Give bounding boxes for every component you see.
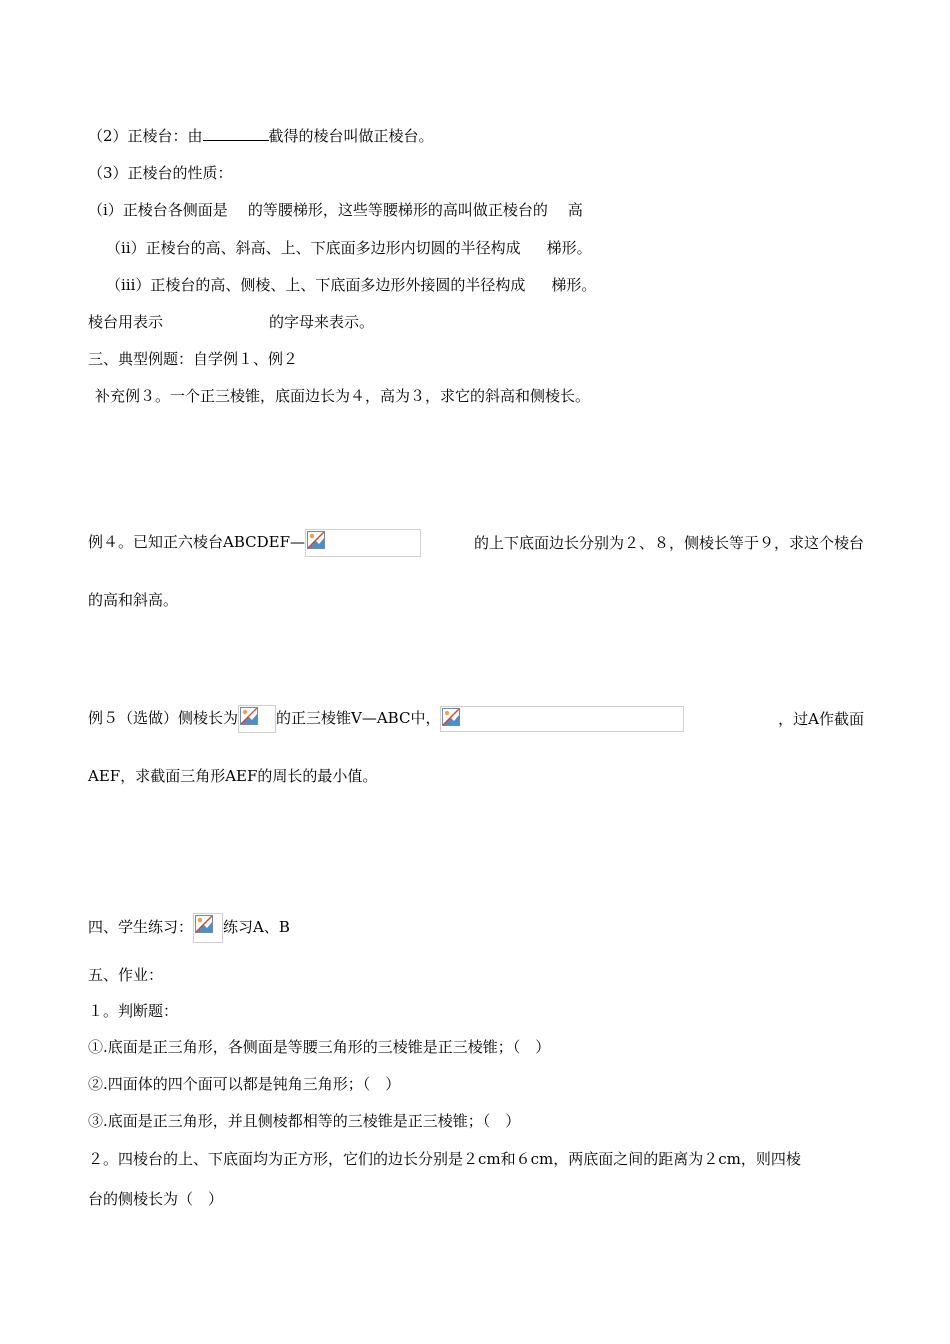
broken-image-icon <box>442 708 460 726</box>
practice-items: 练习A、B <box>223 918 290 936</box>
notation-part-b: 的字母来表示。 <box>269 313 375 331</box>
frustum-properties-title <box>88 163 233 183</box>
homework-q1 <box>88 1001 178 1021</box>
formula-image-placeholder <box>238 705 276 733</box>
property-i-part-c: 高 <box>567 201 583 219</box>
property-iii-part-a: （ⅲ）正棱台的高、侧棱、上、下底面多边形外接圆的半径构成 <box>106 276 526 294</box>
broken-image-icon <box>240 707 258 725</box>
example-3 <box>95 386 590 406</box>
homework-q2-line-2 <box>88 1189 223 1209</box>
example-5-part-d: AEF，求截面三角形AEF的周长的最小值。 <box>88 767 378 785</box>
frustum-property-iii <box>106 275 596 295</box>
homework-q1-item-1 <box>88 1037 550 1057</box>
homework-q1-item-3-text: ③.底面是正三角形，并且侧棱都相等的三棱锥是正三棱锥；（ ） <box>88 1112 521 1130</box>
example-5-part-a: 例５（选做）侧棱长为 <box>88 709 239 727</box>
example-5-line-1 <box>88 709 864 729</box>
practice-line <box>88 913 290 936</box>
example-4-part-b: 的上下底面边长分别为２、８，侧棱长等于９，求这个棱台 <box>473 534 864 552</box>
property-i-part-a: （ⅰ）正棱台各侧面是 <box>88 201 228 219</box>
property-i-part-b: 的等腰梯形，这些等腰梯形的高叫做正棱台的 <box>247 201 548 219</box>
homework-q2-part-b: 台的侧棱长为（ ） <box>88 1190 224 1208</box>
property-iii-part-b: 梯形。 <box>551 276 597 294</box>
property-ii-part-a: （ⅱ）正棱台的高、斜高、上、下底面多边形内切圆的半径构成 <box>106 239 521 257</box>
frustum-property-i <box>88 200 583 220</box>
example-5-line-2 <box>88 766 377 786</box>
fill-in-blank <box>203 126 269 141</box>
formula-image-placeholder <box>305 529 421 557</box>
homework-q1-item-3 <box>88 1111 520 1131</box>
practice-title: 四、学生练习： <box>88 918 194 936</box>
example-4-line-1 <box>88 533 864 553</box>
example-5-part-c: ，过A作截面 <box>778 710 864 728</box>
example-5-lead <box>88 705 684 733</box>
example-3-text: 补充例３。一个正三棱锥，底面边长为４，高为３，求它的斜高和侧棱长。 <box>95 387 591 405</box>
homework-q1-item-1-text: ①.底面是正三角形，各侧面是等腰三角形的三棱锥是正三棱锥；（ ） <box>88 1038 551 1056</box>
examples-title-text: 三、典型例题：自学例１、例２ <box>88 350 299 368</box>
example-4-lead <box>88 529 421 557</box>
examples-title <box>88 349 298 369</box>
frustum-definition-suffix: 截得的棱台叫做正棱台。 <box>268 127 434 145</box>
formula-image-placeholder <box>440 706 684 732</box>
example-5-part-b: 的正三棱锥V—ABC中， <box>276 709 441 727</box>
homework-q2-part-a: ２。四棱台的上、下底面均为正方形，它们的边长分别是２cm和６cm，两底面之间的距离为２cm，则四棱 <box>88 1150 801 1168</box>
homework-q1-text: １。判断题： <box>88 1002 179 1020</box>
homework-q1-item-2 <box>88 1074 400 1094</box>
property-ii-part-b: 梯形。 <box>546 239 592 257</box>
frustum-property-ii <box>106 238 592 258</box>
frustum-definition-line <box>88 126 434 146</box>
homework-q2-line-1 <box>88 1149 801 1169</box>
frustum-definition-prefix: （2）正棱台：由 <box>88 127 203 145</box>
example-4-line-2 <box>88 590 178 610</box>
broken-image-icon <box>307 531 325 549</box>
example-4-part-a: 例４。已知正六棱台ABCDEF— <box>88 533 305 551</box>
homework-title-text: 五、作业： <box>88 966 164 984</box>
broken-image-icon <box>195 915 213 933</box>
notation-part-a: 棱台用表示 <box>88 313 164 331</box>
frustum-notation-line <box>88 312 374 332</box>
formula-image-placeholder <box>193 913 223 943</box>
properties-title-text: （3）正棱台的性质： <box>88 164 233 182</box>
homework-q1-item-2-text: ②.四面体的四个面可以都是钝角三角形；（ ） <box>88 1075 401 1093</box>
homework-title <box>88 965 163 985</box>
example-4-part-c: 的高和斜高。 <box>88 591 179 609</box>
